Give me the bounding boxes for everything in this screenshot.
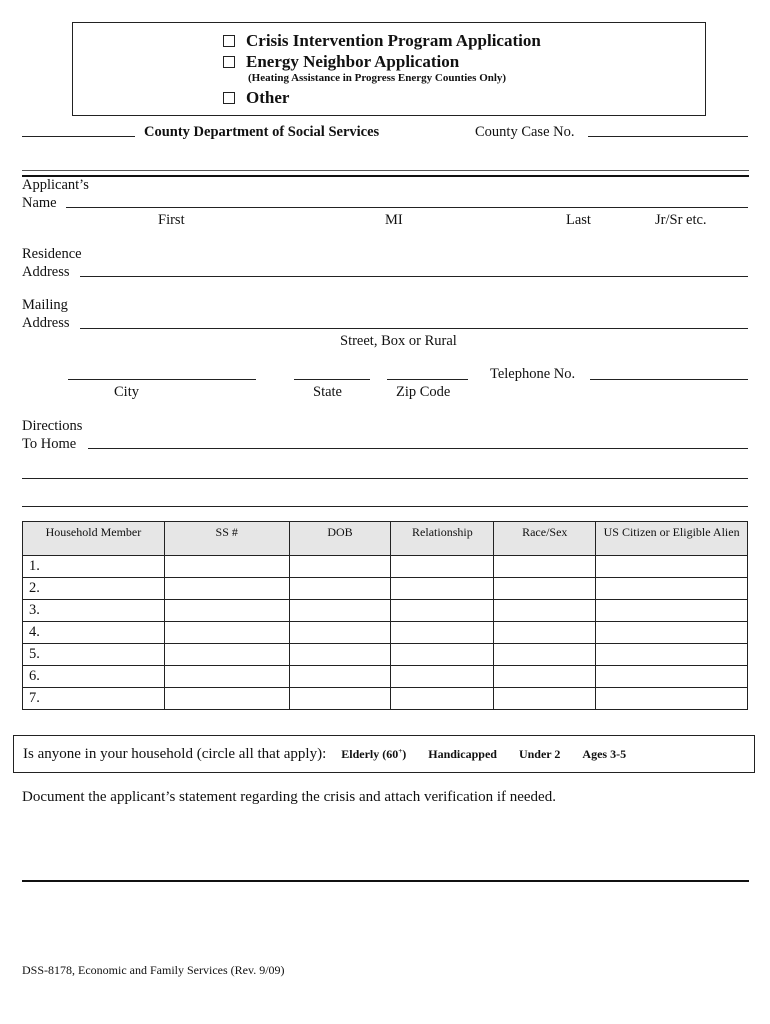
option-crisis-intervention[interactable] [223, 31, 541, 51]
elderly-option[interactable]: Elderly (60+) [341, 746, 407, 761]
directions-field-line-1[interactable] [88, 448, 748, 449]
middle-initial-label: MI [385, 212, 403, 228]
statement-area-divider [22, 880, 749, 882]
directions-label: Directions To Home [22, 418, 83, 452]
header-ss-number: SS # [164, 522, 289, 556]
zip-label: Zip Code [396, 384, 451, 400]
table-row [23, 622, 748, 644]
table-cell[interactable] [164, 666, 289, 688]
table-cell[interactable] [164, 578, 289, 600]
table-cell[interactable] [596, 600, 748, 622]
county-department-label: County Department of Social Services [144, 124, 380, 140]
other-checkbox[interactable] [223, 92, 235, 104]
directions-field-line-3[interactable] [22, 506, 748, 507]
table-cell[interactable] [391, 556, 494, 578]
case-number-label: County Case No. [475, 124, 575, 140]
table-cell[interactable] [164, 600, 289, 622]
city-label: City [114, 384, 139, 400]
table-cell[interactable] [596, 644, 748, 666]
table-cell[interactable] [164, 688, 289, 710]
crisis-statement-instruction: Document the applicant’s statement regarding the crisis and attach verification if needed. [22, 789, 556, 805]
applicant-name-field[interactable] [66, 207, 748, 208]
row-number[interactable]: 2. [23, 578, 165, 600]
ages-3-5-option[interactable]: Ages 3-5 [582, 746, 627, 761]
zip-field[interactable] [387, 379, 468, 380]
table-row [23, 666, 748, 688]
table-cell[interactable] [289, 600, 391, 622]
directions-field-line-2[interactable] [22, 478, 748, 479]
mailing-address-label: Mailing Address [22, 297, 70, 331]
row-number[interactable]: 4. [23, 622, 165, 644]
city-field[interactable] [68, 379, 256, 380]
table-cell[interactable] [164, 622, 289, 644]
row-number[interactable]: 6. [23, 666, 165, 688]
table-cell[interactable] [391, 578, 494, 600]
under-2-option[interactable]: Under 2 [518, 746, 561, 761]
table-cell[interactable] [494, 666, 596, 688]
table-cell[interactable] [164, 644, 289, 666]
state-label: State [313, 384, 342, 400]
table-cell[interactable] [391, 688, 494, 710]
table-row [23, 600, 748, 622]
county-name-field[interactable] [22, 136, 135, 137]
telephone-field[interactable] [590, 379, 748, 380]
table-cell[interactable] [289, 666, 391, 688]
table-cell[interactable] [391, 644, 494, 666]
conditions-question: Is anyone in your household (circle all that apply): [23, 745, 327, 762]
table-cell[interactable] [596, 622, 748, 644]
first-name-label: First [158, 212, 185, 228]
table-cell[interactable] [596, 578, 748, 600]
header-household-member: Household Member [23, 522, 165, 556]
suffix-label: Jr/Sr etc. [655, 212, 707, 228]
option-energy-neighbor[interactable] [223, 52, 459, 72]
telephone-label: Telephone No. [490, 366, 576, 382]
table-row [23, 688, 748, 710]
table-cell[interactable] [494, 578, 596, 600]
table-cell[interactable] [596, 666, 748, 688]
header-dob: DOB [289, 522, 391, 556]
table-cell[interactable] [289, 556, 391, 578]
table-cell[interactable] [494, 600, 596, 622]
street-box-rural-label: Street, Box or Rural [340, 333, 457, 349]
crisis-checkbox[interactable] [223, 35, 235, 47]
section-divider [22, 170, 749, 177]
table-cell[interactable] [391, 600, 494, 622]
state-field[interactable] [294, 379, 370, 380]
table-cell[interactable] [494, 622, 596, 644]
option-other[interactable] [223, 88, 289, 108]
mailing-address-field[interactable] [80, 328, 748, 329]
application-type-box [72, 22, 706, 116]
table-cell[interactable] [391, 666, 494, 688]
row-number[interactable]: 3. [23, 600, 165, 622]
table-cell[interactable] [164, 556, 289, 578]
table-cell[interactable] [391, 622, 494, 644]
table-cell[interactable] [289, 644, 391, 666]
header-race-sex: Race/Sex [494, 522, 596, 556]
table-cell[interactable] [494, 556, 596, 578]
table-cell[interactable] [596, 688, 748, 710]
header-citizen-status: US Citizen or Eligible Alien [596, 522, 748, 556]
energy-option-label: Energy Neighbor Application [246, 52, 460, 71]
residence-address-field[interactable] [80, 276, 748, 277]
other-option-label: Other [246, 88, 290, 107]
household-conditions-box [13, 735, 755, 773]
energy-checkbox[interactable] [223, 56, 235, 68]
table-cell[interactable] [289, 578, 391, 600]
row-number[interactable]: 7. [23, 688, 165, 710]
handicapped-option[interactable]: Handicapped [428, 746, 497, 761]
crisis-option-label: Crisis Intervention Program Application [246, 31, 541, 50]
household-members-table [22, 521, 748, 710]
table-row [23, 556, 748, 578]
table-row [23, 644, 748, 666]
form-footer: DSS-8178, Economic and Family Services (Rev. 9/09) [22, 963, 285, 977]
table-cell[interactable] [494, 688, 596, 710]
row-number[interactable]: 1. [23, 556, 165, 578]
table-header-row [23, 522, 748, 556]
applicant-label: Applicant’s Name [22, 177, 89, 211]
table-row [23, 578, 748, 600]
table-cell[interactable] [289, 622, 391, 644]
last-name-label: Last [566, 212, 591, 228]
table-cell[interactable] [289, 688, 391, 710]
table-cell[interactable] [596, 556, 748, 578]
case-number-field[interactable] [588, 136, 748, 137]
header-relationship: Relationship [391, 522, 494, 556]
residence-address-label: Residence Address [22, 246, 82, 280]
table-cell[interactable] [494, 644, 596, 666]
heating-note: (Heating Assistance in Progress Energy Counties Only) [248, 72, 507, 84]
row-number[interactable]: 5. [23, 644, 165, 666]
